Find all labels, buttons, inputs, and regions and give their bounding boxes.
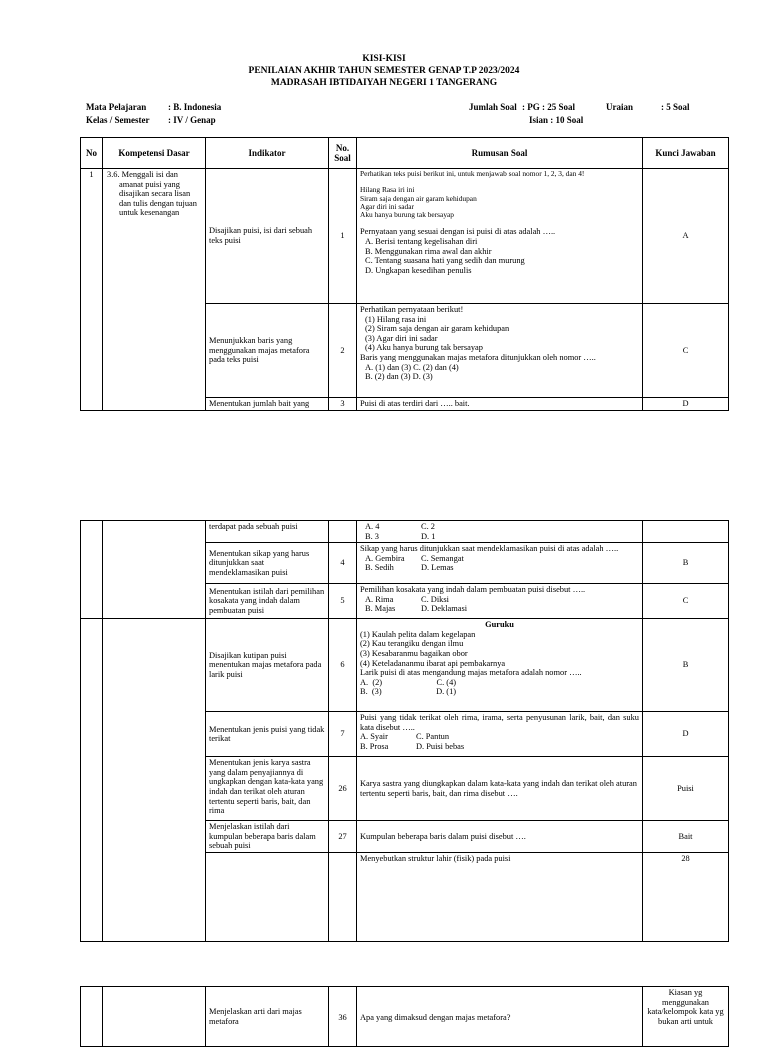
table-row [81,169,729,304]
doc-school: MADRASAH IBTIDAIYAH NEGERI 1 TANGERANG [270,78,498,88]
uraian-label: Uraian [606,102,633,112]
row-no-empty-2 [81,619,103,942]
indikator-28: Menyebutkan struktur lahir (fisik) pada puisi [357,852,643,941]
col-no-soal: No. Soal [329,138,357,169]
indikator-26: Menentukan jenis karya sastra yang dalam penyajiannya di ungkapkan dengan kata-kata yang indah dan terikat oleh aturan tertentu seperti baris, bait, dan rima [206,757,329,821]
rumusan-5: Pemilihan kosakata yang indah dalam pembuatan puisi disebut ….. A. Rima C. Diksi B. Majas D. Deklamasi [357,584,643,619]
kisi-table-page1 [80,137,729,411]
rumusan-7: Puisi yang tidak terikat oleh rima, irama, serta penyusunan larik, bait, dan suku kata disebut ….. A. Syair C. Pantun B. Prosa D. Puisi bebas [357,712,643,757]
indikator-1: Disajikan puisi, isi dari sebuah teks puisi [206,169,329,304]
no-soal-4: 4 [329,543,357,584]
col-indikator: Indikator [206,138,329,169]
indikator-4: Menentukan sikap yang harus ditunjukkan saat mendeklamasikan puisi [206,543,329,584]
indikator-5: Menentukan istilah dari pemilihan kosakata yang indah dalam pembuatan puisi [206,584,329,619]
rumusan-2: Perhatikan pernyataan berikut! (1) Hilang rasa ini (2) Siram saja dengan air garam kehidupan (3) Agar diri ini sadar (4) Aku hanya burung tak bersayap Baris yang menggunakan majas metafora ditunjukkan oleh nomor ….. A. (1) dan (3) C. (2) dan (4) B. (2) dan (3) D. (3) [357,304,643,398]
row-kd-empty-4 [103,987,206,1047]
col-rumusan: Rumusan Soal [357,138,643,169]
kunci-3-cont [643,521,729,543]
indikator-27: Menjelaskan istilah dari kumpulan beberapa baris dalam sebuah puisi [206,821,329,853]
no-soal-36: 36 [329,987,357,1047]
kunci-27: Bait [643,821,729,853]
no-soal-1: 1 [329,169,357,304]
rumusan-3-cont: A. 4 C. 2 B. 3 D. 1 [357,521,643,543]
no-soal-3-cont [329,521,357,543]
uraian-count: : 5 Soal [661,102,690,112]
row-kd-empty-3 [329,852,357,941]
poem-title: Guruku [485,620,514,630]
indikator-2: Menunjukkan baris yang menggunakan majas metafora pada teks puisi [206,304,329,398]
col-kd: Kompetensi Dasar [103,138,206,169]
row-kd-empty-2 [103,619,206,942]
kunci-7: D [643,712,729,757]
indikator-3-cont: terdapat pada sebuah puisi [206,521,329,543]
kunci-1: A [643,169,729,304]
rumusan-1: Perhatikan teks puisi berikut ini, untuk menjawab soal nomor 1, 2, 3, dan 4! Hilang Rasa iri ini Siram saja dengan air garam kehidupan Agar diri ini sadar Aku hanya burung tak bersayap Pernyataan yang sesuai dengan isi puisi di atas adalah ….. A. Berisi tentang kegelisahan diri B. Menggunakan rima awal dan akhir C. Tentang suasana hati yang sedih dan murung D. Ungkapan kesedihan penulis [357,169,643,304]
kisi-table-page2 [80,520,729,942]
rumusan-4: Sikap yang harus ditunjukkan saat mendeklamasikan puisi di atas adalah ….. A. Gembira C. Semangat B. Sedih D. Lemas [357,543,643,584]
rumusan-36: Apa yang dimaksud dengan majas metafora? [357,987,643,1047]
row-no-empty-3 [206,852,329,941]
kunci-3: D [643,398,729,411]
doc-subtitle: PENILAIAN AKHIR TAHUN SEMESTER GENAP T.P 2023/2024 [248,66,520,76]
row-no: 1 [81,169,103,411]
kisi-table-page3 [80,986,729,1047]
no-soal-6: 6 [329,619,357,712]
no-soal-3: 3 [329,398,357,411]
indikator-3: Menentukan jumlah bait yang [206,398,329,411]
rumusan-26: Karya sastra yang diungkapkan dalam kata-kata yang indah dan terikat oleh aturan tertentu seperti baris, bait, dan rima disebut …. [357,757,643,821]
indikator-6: Disajikan kutipan puisi menentukan majas metafora pada larik puisi [206,619,329,712]
kunci-2: C [643,304,729,398]
col-no: No [81,138,103,169]
jumlah-label: Jumlah Soal [469,102,517,112]
no-soal-5: 5 [329,584,357,619]
no-soal-28: 28 [643,852,729,941]
kunci-6: B [643,619,729,712]
rumusan-27: Kumpulan beberapa baris dalam puisi disebut …. [357,821,643,853]
rumusan-6: Guruku (1) Kaulah pelita dalam kegelapan (2) Kau terangiku dengan ilmu (3) Kesabaranmu bagaikan obor (4) Keteladananmu ibarat api pembakarnya Larik puisi di atas mengandung majas metafora adalah nomor ….. A. (2) C. (4) B. (3) D. (1) [357,619,643,712]
row-kd: 3.6. Menggali isi dan amanat puisi yang disajikan secara lisan dan tulis dengan tujuan untuk kesenangan [103,169,206,411]
table-row [81,521,729,543]
doc-title: KISI-KISI [362,54,406,64]
rumusan-3: Puisi di atas terdiri dari ….. bait. [357,398,643,411]
mapel-label: Mata Pelajaran [86,102,147,112]
row-kd-empty [103,521,206,619]
no-soal-27: 27 [329,821,357,853]
no-soal-2: 2 [329,304,357,398]
table-row [81,619,729,712]
kelas-label: Kelas / Semester [86,115,150,125]
row-no-empty [81,521,103,619]
indikator-7: Menentukan jenis puisi yang tidak terikat [206,712,329,757]
row-no-empty-4 [81,987,103,1047]
pg-count: : PG : 25 Soal [522,102,575,112]
no-soal-7: 7 [329,712,357,757]
kunci-26: Puisi [643,757,729,821]
kunci-5: C [643,584,729,619]
kunci-36: Kiasan yg menggunakan kata/kelompok kata yg bukan arti untuk [643,987,729,1047]
mapel-value: : B. Indonesia [168,102,222,112]
isian-count: Isian : 10 Soal [529,115,584,125]
no-soal-26: 26 [329,757,357,821]
indikator-36: Menjelaskan arti dari majas metafora [206,987,329,1047]
table-header-row [81,138,729,169]
kunci-4: B [643,543,729,584]
kelas-value: : IV / Genap [168,115,216,125]
table-row [81,987,729,1047]
col-kunci: Kunci Jawaban [643,138,729,169]
